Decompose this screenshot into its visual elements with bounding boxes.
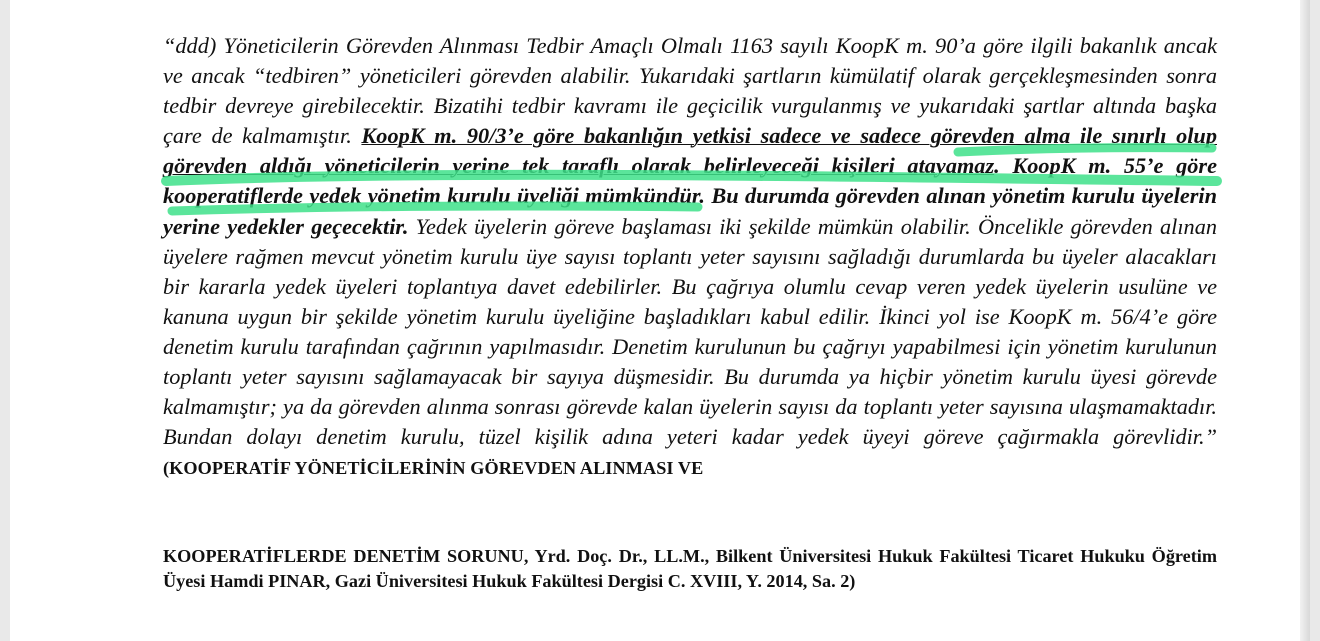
page-edge-shadow [1300,0,1310,641]
citation-heading: (KOOPERATİF YÖNETİCİLERİNİN GÖREVDEN ALINMASI VE [163,458,704,479]
quoted-paragraph [163,31,1217,482]
quote-underlined-bold: KoopK m. 90/3’e göre bakanlığın yetkisi sadece ve sadece görevden alma ile sınırlı olup görevden aldığı yöneticilerin yerine tek taraflı olarak belirleyeceği kişileri atayamaz [163,123,1217,179]
citation-text: KOOPERATİFLERDE DENETİM SORUNU, Yrd. Doç. Dr., LL.M., Bilkent Üniversitesi Hukuk Fakültesi Ticaret Hukuku Öğretim Üyesi Hamdi PINAR, Gazi Üniversitesi Hukuk Fakültesi Dergisi C. XVIII, Y. 2014, Sa. 2) [163,546,1217,591]
quote-text-body: Yedek üyelerin göreve başlaması iki şekilde mümkün olabilir. Öncelikle görevden alınan üyelere rağmen mevcut yönetim kurulu üye sayısı toplantı yeter sayısını sağladığı durumlarda bu üyeler alacakları bir kararla yedek üyeleri toplantıya davet edebilirler. Bu çağrıya olumlu cevap veren yedek üyelerin usulüne ve kanuna uygun bir şekilde yönetim kurulu üyeliğine başladıkları kabul edilir. İkinci yol ise KoopK m. 56/4’e göre denetim kurulu tarafından çağrının yapılmasıdır. Denetim kurulunun bu çağrıyı yapabilmesi için yönetim kurulunun toplantı yeter sayısını sağlamayacak bir sayıya düşmesidir. Bu durumda ya hiçbir yönetim kurulu üyesi görevde kalmamıştır; ya da görevden alınma sonrası görevde kalan üyelerin sayısı da toplantı yeter sayısına ulaşmamaktadır. Bundan dolayı denetim kurulu, tüzel kişilik adına yeteri kadar yedek üyeyi göreve çağırmakla görevlidir.” [163,213,1217,450]
quote-text-intro: “ddd) Yöneticilerin Görevden Alınması Tedbir Amaçlı Olmalı 1163 sayılı KoopK m. 90’a göre ilgili bakanlık ancak ve ancak “tedbiren” yöneticileri görevden alabilir. Yukarıdaki şartların kümülatif olarak gerçekleşmesinden sonra tedbir devreye girebilecektir. Bizatihi tedbir kavramı ile geçicilik vurgulanmış ve yukarıdaki şartlar altında başka çare de kalmamıştır. [163,33,1217,149]
quote-bold-rest: . KoopK m. 55’e göre kooperatiflerde yedek yönetim kurulu üyeliği mümkündür. Bu durumda görevden alınan yönetim kurulu üyelerin yerine yedekler geçecektir. [163,153,1217,239]
